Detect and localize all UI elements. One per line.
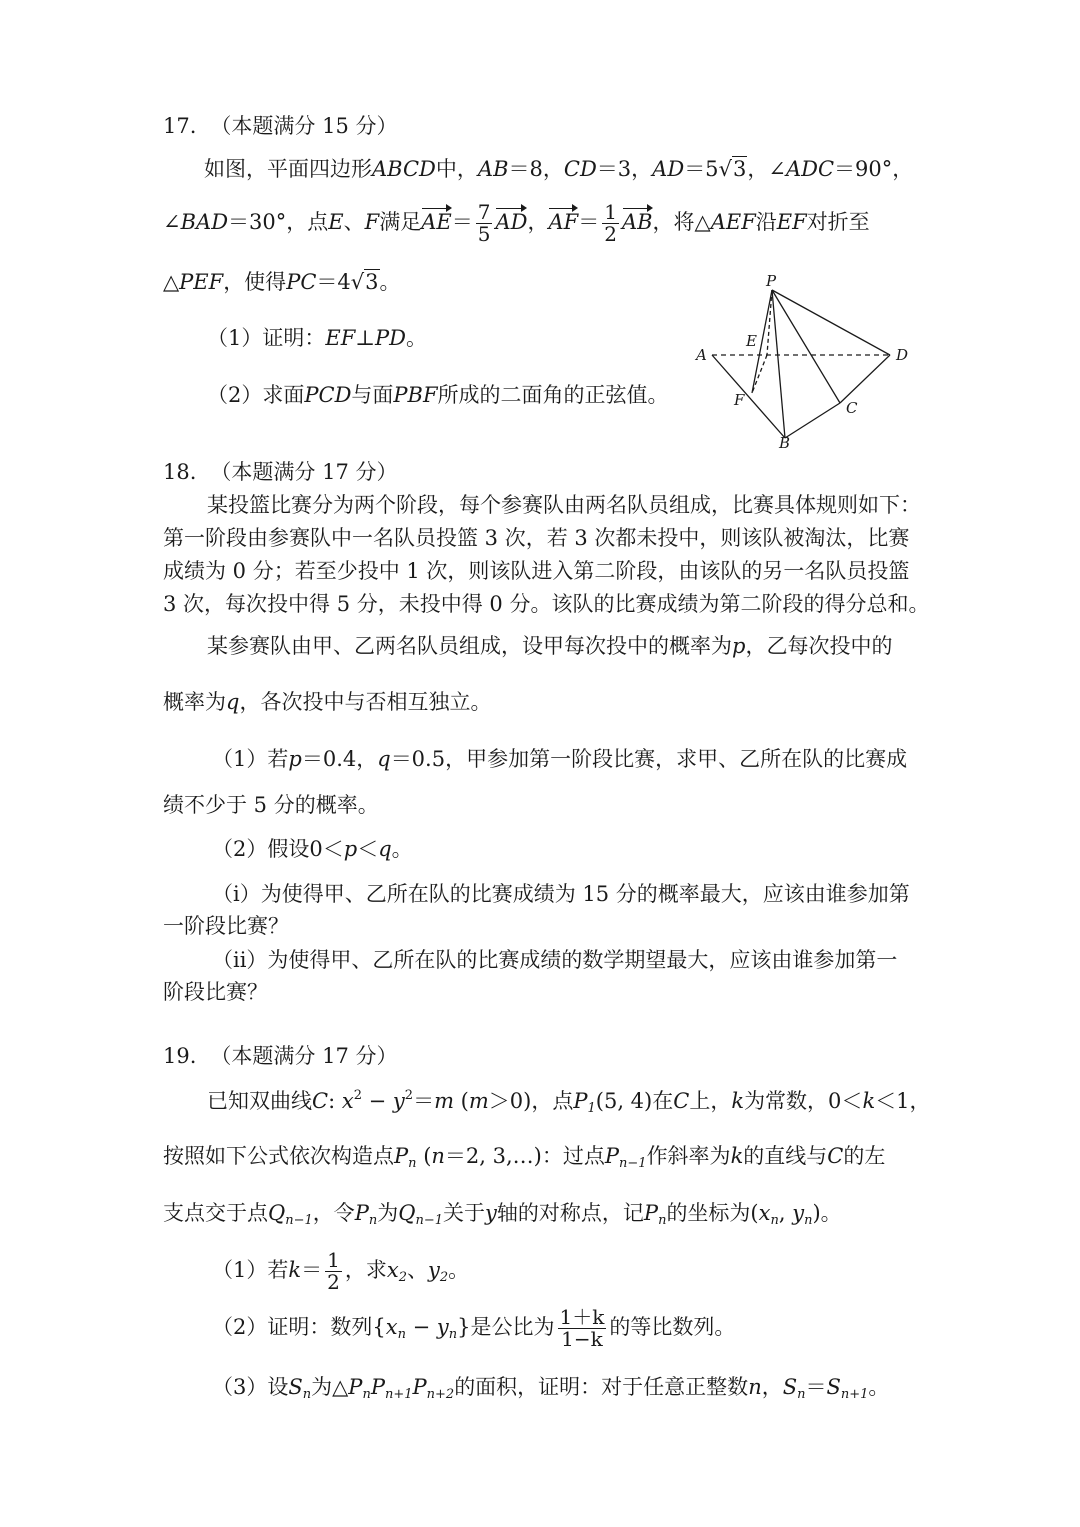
- q17-number: 17.: [163, 114, 197, 138]
- edge-EF: [752, 355, 767, 393]
- q18-part2-ii: （ii）为使得甲、乙所在队的比赛成绩的数学期望最大，应该由谁参加第一: [212, 948, 898, 972]
- label-C: C: [846, 399, 858, 417]
- label-F: F: [734, 391, 745, 409]
- edge-BC: [785, 403, 840, 438]
- q17-line2: ∠BAD＝30°，点E、F满足AE＝ $\frac{7}{5}$ AD，AF＝ $\frac{1}{2}$ AB，将△AEF沿EF对折至: [163, 200, 870, 246]
- q17-line3: △PEF，使得PC＝4√3。: [163, 270, 401, 294]
- q18-number: 18.: [163, 460, 197, 484]
- q18-para2b: 概率为q，各次投中与否相互独立。: [163, 690, 492, 714]
- q18-text-line: 3 次，每次投中得 5 分，未投中得 0 分。该队的比赛成绩为第二阶段的得分总和。: [163, 592, 930, 616]
- edge-AB: [712, 355, 785, 438]
- q18-part1: （1）若p＝0.4，q＝0.5，甲参加第一阶段比赛，求甲、乙所在队的比赛成: [212, 747, 908, 771]
- q18-text-line: 某投篮比赛分为两个阶段，每个参赛队由两名队员组成，比赛具体规则如下：: [207, 493, 921, 517]
- q19-header: [163, 1044, 397, 1069]
- q18-part2-ii-cont: 阶段比赛？: [163, 980, 268, 1004]
- label-P: P: [766, 272, 777, 290]
- q18-text-line: 第一阶段由参赛队中一名队员投篮 3 次，若 3 次都未投中，则该队被淘汰，比赛: [163, 526, 910, 550]
- label-D: D: [896, 346, 909, 364]
- fraction-ratio: $\frac{1+k}{1-k}$: [559, 1305, 605, 1351]
- q19-line1: 已知双曲线C: $x^2 - y^2=m$ (m＞0)，点$P_1(5$, 4)在C上，k为常数，0＜k＜1，: [207, 1088, 931, 1116]
- edge-PB: [772, 290, 785, 438]
- q18-part2-i-cont: 一阶段比赛？: [163, 914, 289, 938]
- q19-line3: 支点交于点$Q_{n-1}$，令$P_n$为$Q_{n-1}$关于y轴的对称点，记$P_n$的坐标为($x_n$, $y_n$)。: [163, 1201, 842, 1228]
- q17-header: [163, 114, 397, 139]
- q18-header: [163, 460, 397, 485]
- q18-part2: （2）假设0＜p＜q。: [212, 837, 413, 861]
- q19-number: 19.: [163, 1044, 197, 1068]
- label-B: B: [779, 434, 791, 452]
- fraction-1-2: $\frac{1}{2}$: [327, 1248, 340, 1294]
- q19-score: （本题满分 17 分）: [210, 1044, 398, 1068]
- q19-part3: （3）设$S_n$为$\triangle P_nP_{n+1}P_{n+2}$的面积，证明：对于任意正整数n，$S_n=S_{n+1}$。: [212, 1375, 890, 1402]
- q17-part1: （1）证明：EF⊥PD。: [207, 326, 427, 350]
- q18-part1b: 绩不少于 5 分的概率。: [163, 793, 379, 817]
- q19-line2: 按照如下公式依次构造点$P_n$ (n＝2, 3,…)：过点$P_{n-1}$作斜率为k的直线与C的左: [163, 1144, 886, 1171]
- edge-CD: [840, 355, 890, 403]
- q19-part1: （1）若k＝ $\frac{1}{2}$ ，求$x_2$、$y_2$。: [212, 1248, 470, 1294]
- q17-part2: （2）求面PCD与面PBF所成的二面角的正弦值。: [207, 383, 669, 407]
- q17-intro: 如图，平面四边形ABCD中，AB＝8，CD＝3，AD＝5√3，∠ADC＝90°，: [204, 157, 914, 181]
- q17-score: （本题满分 15 分）: [210, 114, 398, 138]
- q18-text-line: 成绩为 0 分；若至少投中 1 次，则该队进入第二阶段，由该队的另一名队员投篮: [163, 559, 910, 583]
- q18-part2-i: （i）为使得甲、乙所在队的比赛成绩为 15 分的概率最大，应该由谁参加第: [212, 882, 910, 906]
- fraction-1-2: $\frac{1}{2}$: [604, 200, 617, 246]
- pyramid-figure: [690, 268, 920, 453]
- q18-score: （本题满分 17 分）: [210, 460, 398, 484]
- label-E: E: [746, 332, 757, 350]
- label-A: A: [696, 346, 707, 364]
- edge-PD: [772, 290, 890, 355]
- edge-PC: [772, 290, 840, 403]
- fraction-7-5: $\frac{7}{5}$: [477, 200, 491, 246]
- q18-para2: 某参赛队由甲、乙两名队员组成，设甲每次投中的概率为p，乙每次投中的: [207, 634, 893, 658]
- q19-part2: （2）证明：数列$\{x_n - y_n\}$是公比为 $\frac{1+k}{1-k}$ 的等比数列。: [212, 1305, 736, 1351]
